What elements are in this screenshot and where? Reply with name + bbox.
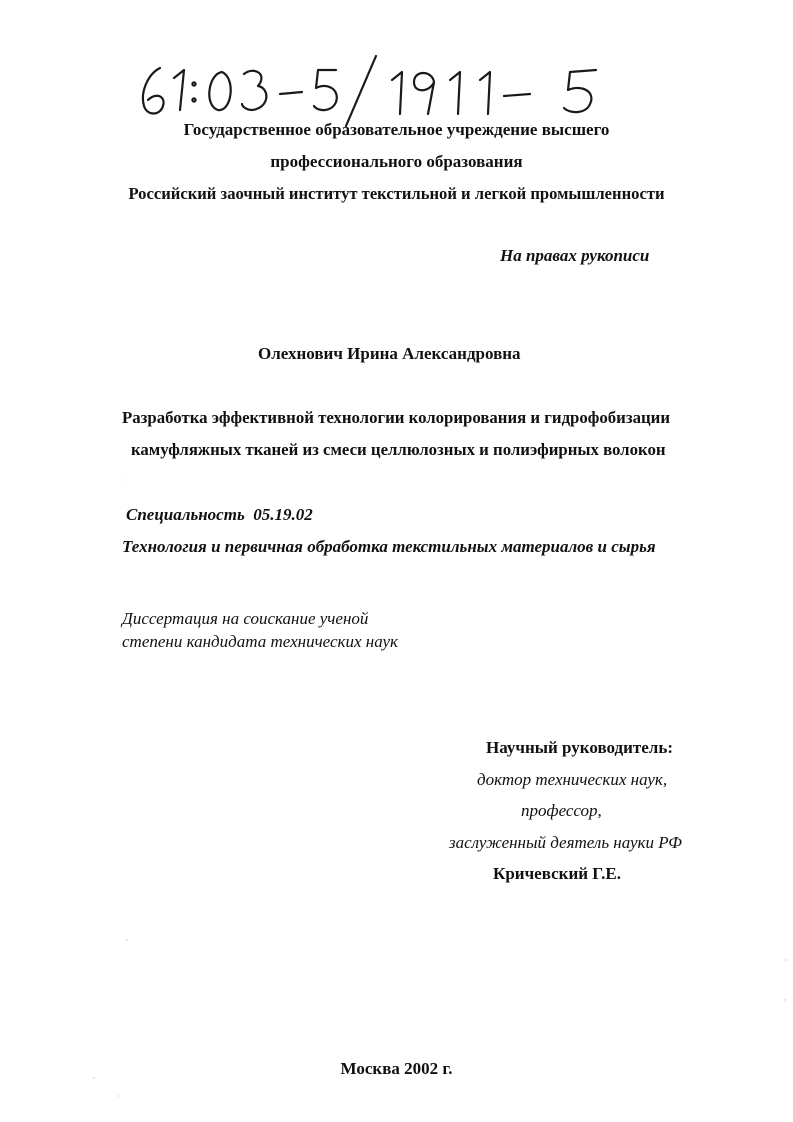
supervisor-rank: профессор, (521, 801, 602, 820)
supervisor-degree: доктор технических наук, (477, 770, 668, 789)
dissertation-line-2: степени кандидата технических наук (122, 632, 399, 651)
supervisor-honor: заслуженный деятель науки РФ (449, 833, 682, 852)
supervisor-heading: Научный руководитель: (486, 738, 673, 757)
author-name: Олехнович Ирина Александровна (258, 344, 521, 363)
dissertation-line-1: Диссертация на соискание ученой (122, 609, 369, 628)
supervisor-name: Кричевский Г.Е. (493, 864, 622, 883)
rights-note: На правах рукописи (500, 246, 650, 265)
handwritten-catalog-number (130, 48, 650, 128)
specialty-label: Специальность (126, 505, 245, 524)
specialty-code: 05.19.02 (253, 505, 313, 524)
footer-city-year: Москва 2002 г. (340, 1059, 453, 1078)
specialty-name: Технология и первичная обработка текстильных материалов и сырья (122, 537, 656, 556)
institution-line-1: Государственное образовательное учреждение высшего (183, 120, 610, 139)
institution-line-3: Российский заочный институт текстильной и легкой промышленности (128, 184, 665, 203)
title-line-1: Разработка эффективной технологии колорирования и гидрофобизации (122, 408, 670, 427)
institution-line-2: профессионального образования (270, 152, 523, 171)
specialty-line (126, 505, 313, 525)
title-line-2: камуфляжных тканей из смеси целлюлозных и полиэфирных волокон (131, 440, 666, 459)
